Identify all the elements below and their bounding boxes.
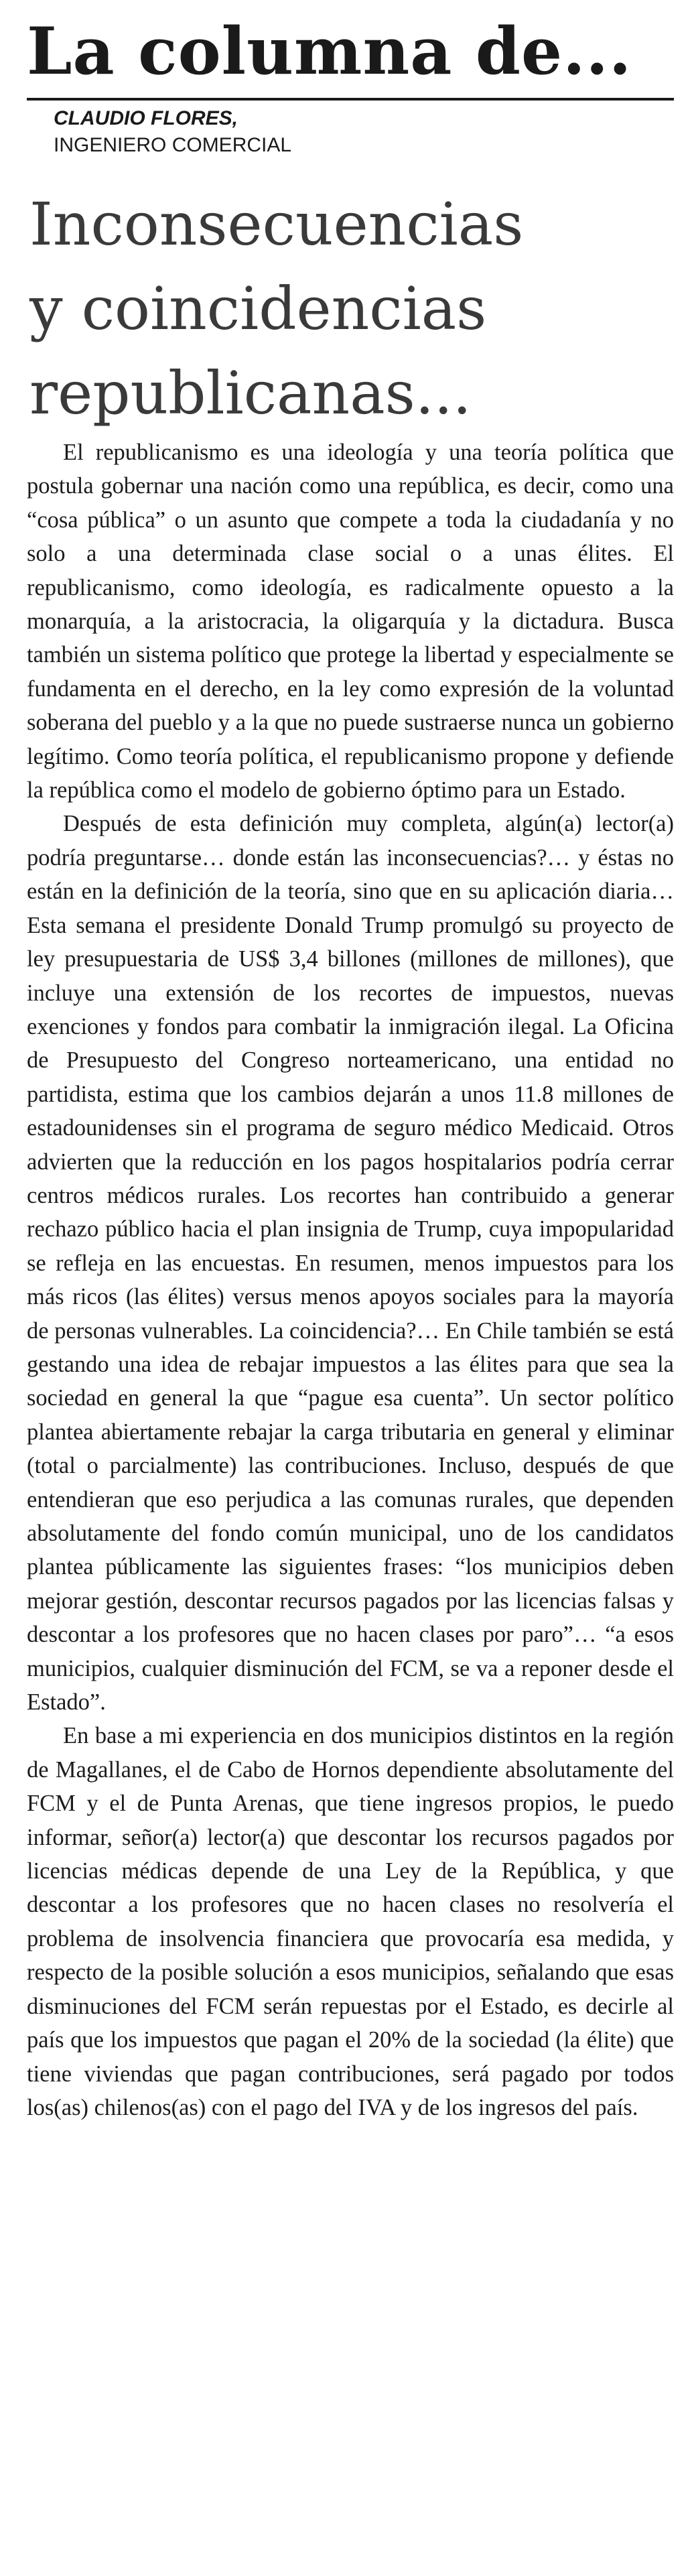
- author-role: INGENIERO COMERCIAL: [54, 134, 292, 156]
- column-title: La columna de...: [27, 13, 632, 89]
- headline-line: y coincidencias: [29, 274, 487, 343]
- article-paragraph: En base a mi experiencia en dos municipios distintos en la región de Magallanes, el de Cabo de Hornos dependiente absolutamente del FCM y el de Punta Arenas, que tiene ingresos propios, le puedo informar, señor(a) lector(a) que descontar los recursos pagados por licencias médicas depende de una Ley de la República, y que descontar a los profesores que no hacen clases no resolvería el problema de insolvencia financiera que provocaría esa medida, y respecto de la posible solución a esos municipios, señalando que esas disminuciones del FCM serán repuestas por el Estado, es decirle al país que los impuestos que pagan el 20% de la sociedad (la élite) que tiene viviendas que pagan contribuciones, será pagado por todos los(as) chilenos(as) con el pago del IVA y de los ingresos del país.: [27, 1723, 674, 2120]
- headline-line: republicanas...: [29, 359, 472, 428]
- headline-line: Inconsecuencias: [29, 190, 524, 259]
- article-paragraph: Después de esta definición muy completa, algún(a) lector(a) podría preguntarse… donde están las inconsecuencias?… y éstas no están en la definición de la teoría, sino que en su aplicación diaria… Esta semana el presidente Donald Trump promulgó su proyecto de ley presupuestaria de US$ 3,4 billones (millones de millones), que incluye una extensión de los recortes de impuestos, nuevas exenciones y fondos para combatir la inmigración ilegal. La Oficina de Presupuesto del Congreso norteamericano, una entidad no partidista, estima que los cambios dejarán a unos 11.8 millones de estadounidenses sin el programa de seguro médico Medicaid. Otros advierten que la reducción en los pagos hospitalarios podría cerrar centros médicos rurales. Los recortes han contribuido a generar rechazo público hacia el plan insignia de Trump, cuya impopularidad se refleja en las encuestas. En resumen, menos impuestos para los más ricos (las élites) versus menos apoyos sociales para la mayoría de personas vulnerables. La coincidencia?… En Chile también se está gestando una idea de rebajar impuestos a las élites para que sea la sociedad en general la que “pague esa cuenta”. Un sector político plantea abiertamente rebajar la carga tributaria en general y eliminar (total o parcialmente) las contribuciones. Incluso, después de que entendieran que eso perjudica a las comunas rurales, que dependen absolutamente del fondo común municipal, uno de los candidatos plantea públicamente las siguientes frases: “los municipios deben mejorar gestión, descontar recursos pagados por las licencias falsas y descontar a los profesores que no hacen clases por paro”… “a esos municipios, cualquier disminución del FCM, se va a reponer desde el Estado”.: [27, 811, 674, 1716]
- article-body: [27, 436, 674, 2124]
- title-divider: [27, 98, 674, 101]
- article-paragraph: El republicanismo es una ideología y una teoría política que postula gobernar una nación como una república, es decir, como una “cosa pública” o un asunto que compete a toda la ciudadanía y no solo a una determinada clase social o a unas élites. El republicanismo, como ideología, es radicalmente opuesto a la monarquía, a la aristocracia, la oligarquía y la dictadura. Busca también un sistema político que protege la libertad y especialmente se fundamenta en el derecho, en la ley como expresión de la voluntad soberana del pueblo y a la que no puede sustraerse nunca un gobierno legítimo. Como teoría política, el republicanismo propone y defiende la república como el modelo de gobierno óptimo para un Estado.: [27, 440, 674, 803]
- author-name: CLAUDIO FLORES,: [54, 107, 238, 129]
- article-headline: [29, 182, 673, 436]
